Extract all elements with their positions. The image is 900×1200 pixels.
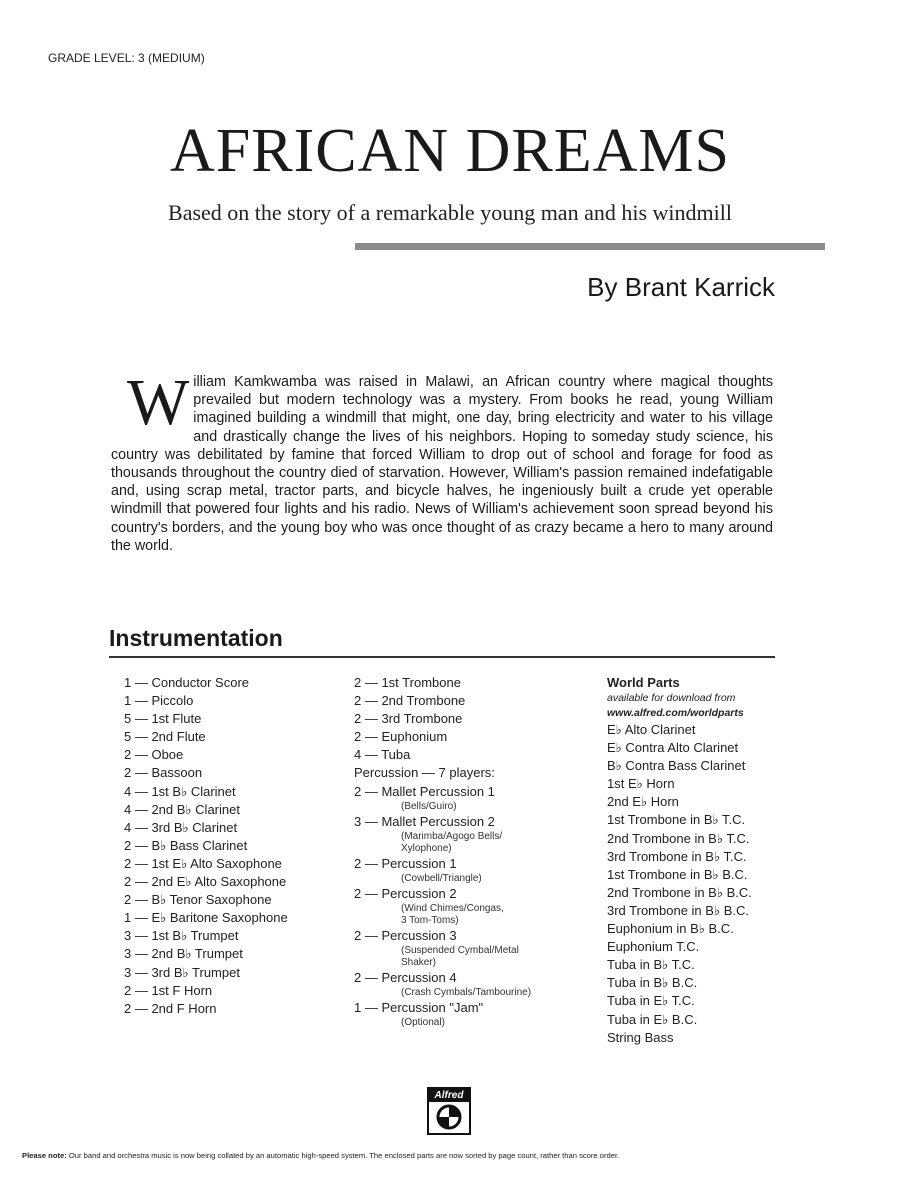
- instrument-item: 2 — B♭ Bass Clarinet: [124, 837, 248, 853]
- percussion-note: (Cowbell/Triangle): [401, 872, 482, 884]
- instrument-item: Euphonium T.C.: [607, 939, 700, 955]
- percussion-item: 2 — Percussion 4: [354, 970, 457, 986]
- instrument-item: 4 — 3rd B♭ Clarinet: [124, 819, 238, 835]
- percussion-item: 2 — Mallet Percussion 1: [354, 783, 495, 799]
- instrumentation-rule: [109, 656, 775, 658]
- instrument-item: 1st Trombone in B♭ T.C.: [607, 812, 746, 828]
- instrument-item: B♭ Contra Bass Clarinet: [607, 758, 746, 774]
- instrument-item: 3rd Trombone in B♭ T.C.: [607, 848, 747, 864]
- instrument-item: 1st E♭ Horn: [607, 776, 675, 792]
- subtitle: Based on the story of a remarkable young man and his windmill: [168, 200, 732, 225]
- instrument-item: 2nd Trombone in B♭ B.C.: [607, 884, 752, 900]
- percussion-note: (Suspended Cymbal/Metal Shaker): [401, 945, 519, 969]
- world-parts-subtitle: available for download from: [607, 692, 736, 704]
- instrument-item: 2 — 2nd E♭ Alto Saxophone: [124, 874, 287, 890]
- instrument-item: 1st Trombone in B♭ B.C.: [607, 866, 748, 882]
- instrument-item: 2 — Bassoon: [124, 765, 203, 781]
- instrument-item: 2 — Oboe: [124, 747, 184, 763]
- instrument-item: Tuba in B♭ B.C.: [607, 975, 698, 991]
- instrument-item: E♭ Alto Clarinet: [607, 722, 696, 737]
- instrument-item: 2 — B♭ Tenor Saxophone: [124, 892, 272, 908]
- percussion-note: (Crash Cymbals/Tambourine): [401, 987, 532, 999]
- instrument-item: 2 — 1st Trombone: [354, 675, 461, 690]
- instrument-item: Tuba in B♭ T.C.: [607, 957, 695, 973]
- percussion-item: 1 — Percussion "Jam": [354, 1000, 484, 1016]
- instrument-item: 5 — 2nd Flute: [124, 729, 206, 745]
- title-divider: [355, 243, 825, 250]
- instrument-item: 4 — Tuba: [354, 747, 411, 763]
- alfred-logo: [427, 1087, 471, 1135]
- footer-label: Please note:: [22, 1151, 67, 1160]
- instrument-item: 2 — 3rd Trombone: [354, 711, 463, 727]
- instrument-item: String Bass: [607, 1029, 674, 1045]
- world-parts-title: World Parts: [607, 675, 680, 690]
- instrument-item: 1 — Conductor Score: [124, 675, 250, 690]
- instrument-item: E♭ Contra Alto Clarinet: [607, 740, 739, 756]
- instrument-item: 3rd Trombone in B♭ B.C.: [607, 902, 749, 918]
- alfred-logo-icon: [434, 1104, 464, 1130]
- page-title: AFRICAN DREAMS: [169, 117, 731, 185]
- instrument-list-column-1: [124, 674, 288, 1018]
- percussion-heading: Percussion — 7 players:: [354, 765, 495, 781]
- instrument-item: 2 — 1st F Horn: [124, 982, 213, 998]
- percussion-item: 2 — Percussion 2: [354, 885, 457, 901]
- instrument-item: 4 — 2nd B♭ Clarinet: [124, 801, 240, 817]
- percussion-note: (Bells/Guiro): [401, 800, 457, 812]
- instrument-item: 4 — 1st B♭ Clarinet: [124, 783, 236, 799]
- instrument-item: 3 — 3rd B♭ Trumpet: [124, 964, 240, 980]
- percussion-note: (Wind Chimes/Congas, 3 Tom-Toms): [401, 902, 504, 926]
- instrument-list-column-2: [354, 674, 531, 1029]
- percussion-item: 3 — Mallet Percussion 2: [354, 813, 495, 829]
- percussion-item: 2 — Percussion 3: [354, 927, 457, 943]
- instrument-item: 2nd E♭ Horn: [607, 794, 679, 810]
- world-parts-column: [607, 674, 752, 1047]
- world-parts-url[interactable]: www.alfred.com/worldparts: [607, 707, 744, 719]
- instrument-item: 3 — 1st B♭ Trumpet: [124, 928, 239, 944]
- instrument-item: Tuba in E♭ T.C.: [607, 993, 695, 1009]
- percussion-note: (Marimba/Agogo Bells/ Xylophone): [401, 830, 503, 854]
- instrument-item: 2 — 1st E♭ Alto Saxophone: [124, 855, 282, 871]
- instrument-item: 2 — Euphonium: [354, 729, 448, 745]
- instrument-item: Euphonium in B♭ B.C.: [607, 921, 734, 937]
- author: By Brant Karrick: [587, 272, 775, 302]
- intro-paragraph: [111, 366, 773, 555]
- instrument-item: 2nd Trombone in B♭ T.C.: [607, 830, 750, 846]
- alfred-logo-text: Alfred: [429, 1089, 469, 1102]
- instrument-item: Tuba in E♭ B.C.: [607, 1011, 698, 1027]
- footer-note: [22, 1151, 882, 1160]
- intro-text: illiam Kamkwamba was raised in Malawi, an African country where magical thoughts prevailed but modern technology was a mystery. From books he read, young William imagined building a windmill that might, one day, bring electricity and water to his village and drastically change the lives of his neighbors. Hoping to someday study science, his country was debilitated by famine that forced William to drop out of school and forage for food as thousands throughout the country died of starvation. However, William's passion remained indefatigable and, using scrap metal, tractor parts, and bicycle halves, he ingeniously built a crude yet operable windmill that powered four lights and his radio. News of William's achievement soon spread beyond his country's borders, and the young boy who was once thought of as crazy became a hero to many around the world.: [111, 374, 773, 554]
- percussion-item: 2 — Percussion 1: [354, 855, 457, 871]
- instrument-item: 5 — 1st Flute: [124, 711, 202, 727]
- drop-cap: W: [127, 366, 190, 439]
- instrument-item: 3 — 2nd B♭ Trumpet: [124, 946, 243, 962]
- footer-text: Our band and orchestra music is now being collated by an automatic high-speed system. The enclosed parts are now sorted by page count, rather than score order.: [68, 1151, 620, 1160]
- instrument-item: 1 — E♭ Baritone Saxophone: [124, 910, 288, 926]
- percussion-note: (Optional): [401, 1017, 445, 1029]
- grade-level: GRADE LEVEL: 3 (MEDIUM): [48, 51, 205, 65]
- instrument-item: 2 — 2nd F Horn: [124, 1000, 217, 1016]
- instrument-item: 1 — Piccolo: [124, 693, 194, 709]
- instrumentation-heading: Instrumentation: [109, 625, 283, 651]
- instrument-item: 2 — 2nd Trombone: [354, 693, 466, 709]
